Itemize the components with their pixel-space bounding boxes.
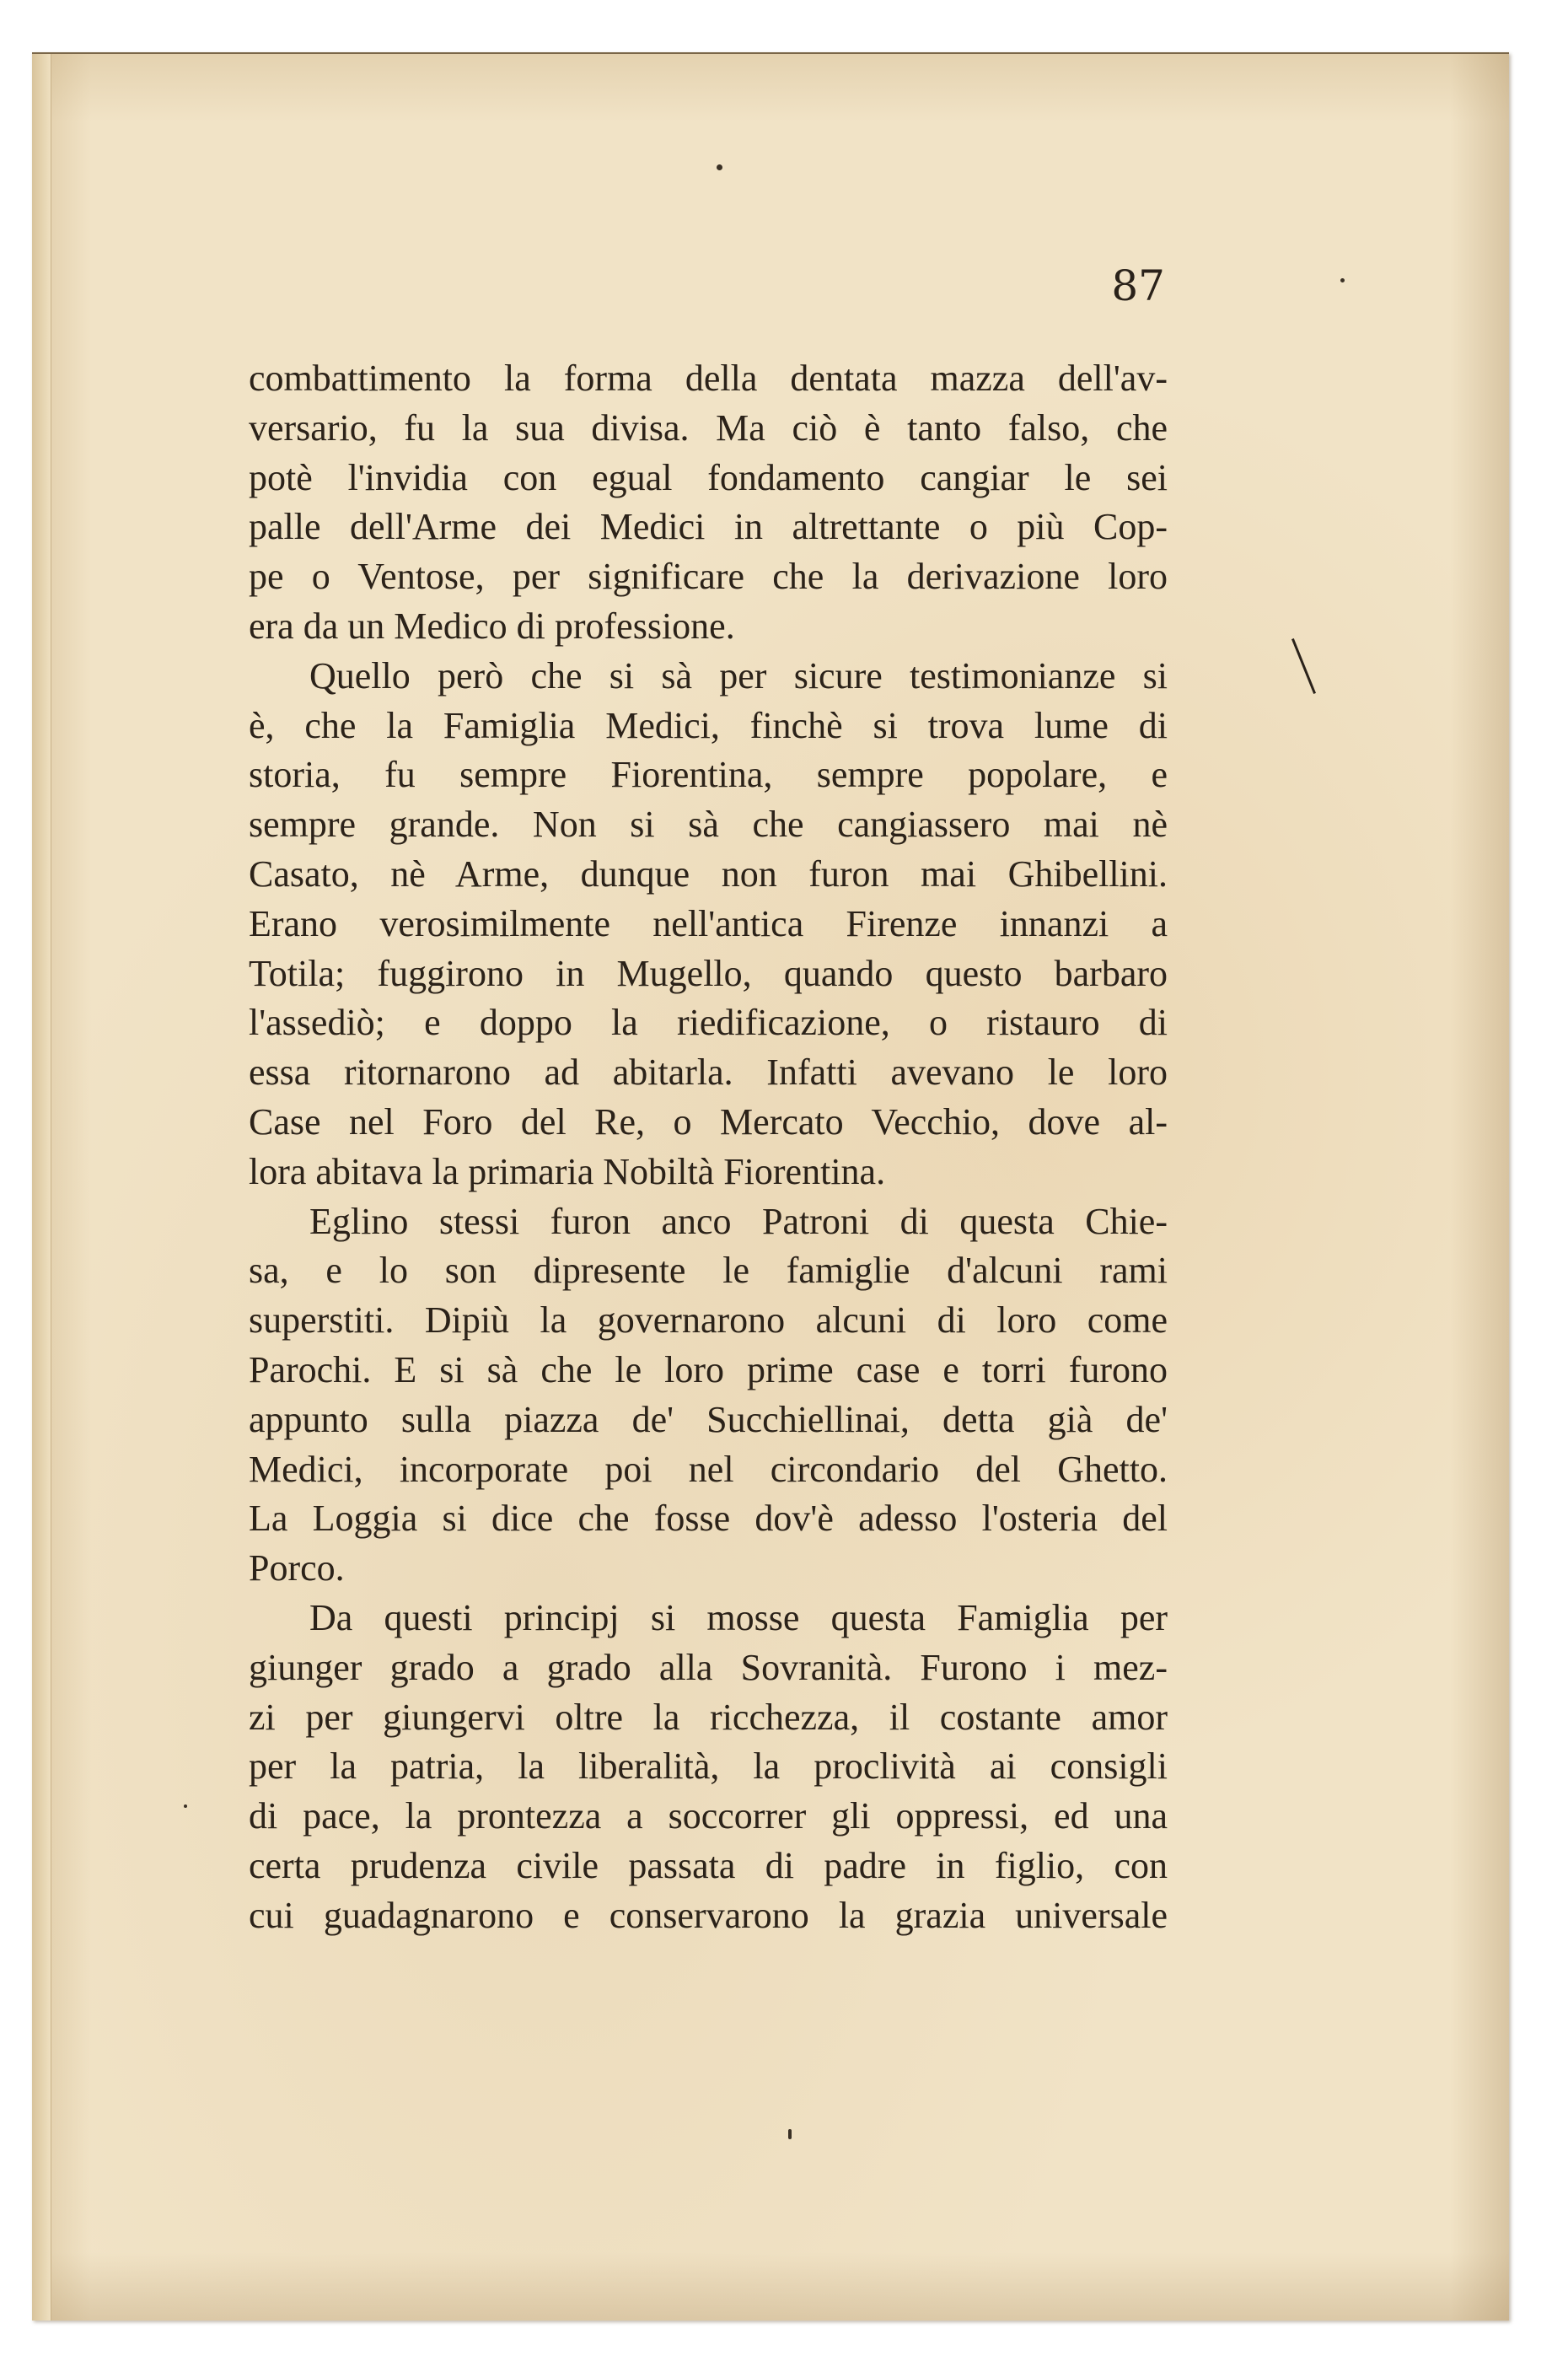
text-line: Parochi. E si sà che le loro prime case e torri furono: [249, 1348, 1168, 1390]
text-line: Quello però che si sà per sicure testimonianze si: [309, 654, 1168, 696]
paragraph: [249, 652, 1168, 1197]
text-line: combattimento la forma della dentata mazza dell'av-: [249, 358, 1168, 399]
text-line: era da un Medico di professione.: [249, 605, 735, 647]
text-line: lora abitava la primaria Nobiltà Fiorentina.: [249, 1150, 886, 1192]
text-line: Totila; fuggirono in Mugello, quando questo barbaro: [249, 952, 1168, 994]
text-line: storia, fu sempre Fiorentina, sempre popolare, e: [249, 754, 1168, 796]
text-line: Porco.: [249, 1547, 345, 1589]
text-line: per la patria, la liberalità, la proclività ai consigli: [249, 1745, 1168, 1788]
text-line: appunto sulla piazza de' Succhiellinai, detta già de': [249, 1398, 1168, 1440]
text-line: essa ritornarono ad abitarla. Infatti avevano le loro: [249, 1051, 1168, 1094]
paragraph: [249, 1197, 1168, 1594]
text-line: Casato, nè Arme, dunque non furon mai Ghibellini.: [249, 852, 1168, 895]
text-line: pe o Ventose, per significare che la derivazione loro: [249, 556, 1168, 598]
text-line: La Loggia si dice che fosse dov'è adesso l'osteria del: [249, 1498, 1168, 1540]
text-line: versario, fu la sua divisa. Ma ciò è tanto falso, che: [249, 406, 1168, 449]
page-spine-edge: [32, 54, 51, 2321]
text-line: sa, e lo son dipresente le famiglie d'alcuni rami: [249, 1250, 1168, 1292]
paragraph: [249, 1594, 1168, 1941]
text-line: Erano verosimilmente nell'antica Firenze innanzi a: [249, 902, 1168, 944]
text-line: cui guadagnarono e conservarono la grazia universale: [249, 1894, 1168, 1936]
text-line: Da questi principj si mosse questa Famiglia per: [309, 1596, 1168, 1638]
ink-speck: [184, 1804, 187, 1808]
paragraph: [249, 354, 1168, 652]
text-line: Case nel Foro del Re, o Mercato Vecchio, dove al-: [249, 1100, 1168, 1143]
text-line: di pace, la prontezza a soccorrer gli oppressi, ed una: [249, 1795, 1168, 1837]
page-number: 87: [1111, 261, 1165, 310]
text-line: Medici, incorporate poi nel circondario del Ghetto.: [249, 1448, 1168, 1490]
text-line: è, che la Famiglia Medici, finchè si trova lume di: [249, 704, 1168, 746]
text-line: Eglino stessi furon anco Patroni di questa Chie-: [309, 1200, 1168, 1242]
text-line: superstiti. Dipiù la governarono alcuni di loro come: [249, 1299, 1168, 1342]
text-line: giunger grado a grado alla Sovranità. Furono i mez-: [249, 1646, 1168, 1688]
text-line: l'assediò; e doppo la riedificazione, o ristauro di: [249, 1002, 1168, 1044]
ink-speck: [717, 164, 722, 170]
text-line: certa prudenza civile passata di padre in figlio, con: [249, 1844, 1168, 1886]
ink-speck: [1340, 278, 1345, 282]
text-line: potè l'invidia con egual fondamento cangiar le sei: [249, 456, 1168, 498]
ink-speck: [788, 2129, 792, 2139]
body-text: [249, 354, 1168, 1941]
text-line: zi per giungervi oltre la ricchezza, il costante amor: [249, 1696, 1168, 1738]
text-line: sempre grande. Non si sà che cangiassero mai nè: [249, 804, 1168, 846]
text-line: palle dell'Arme dei Medici in altrettante o più Cop-: [249, 506, 1168, 548]
